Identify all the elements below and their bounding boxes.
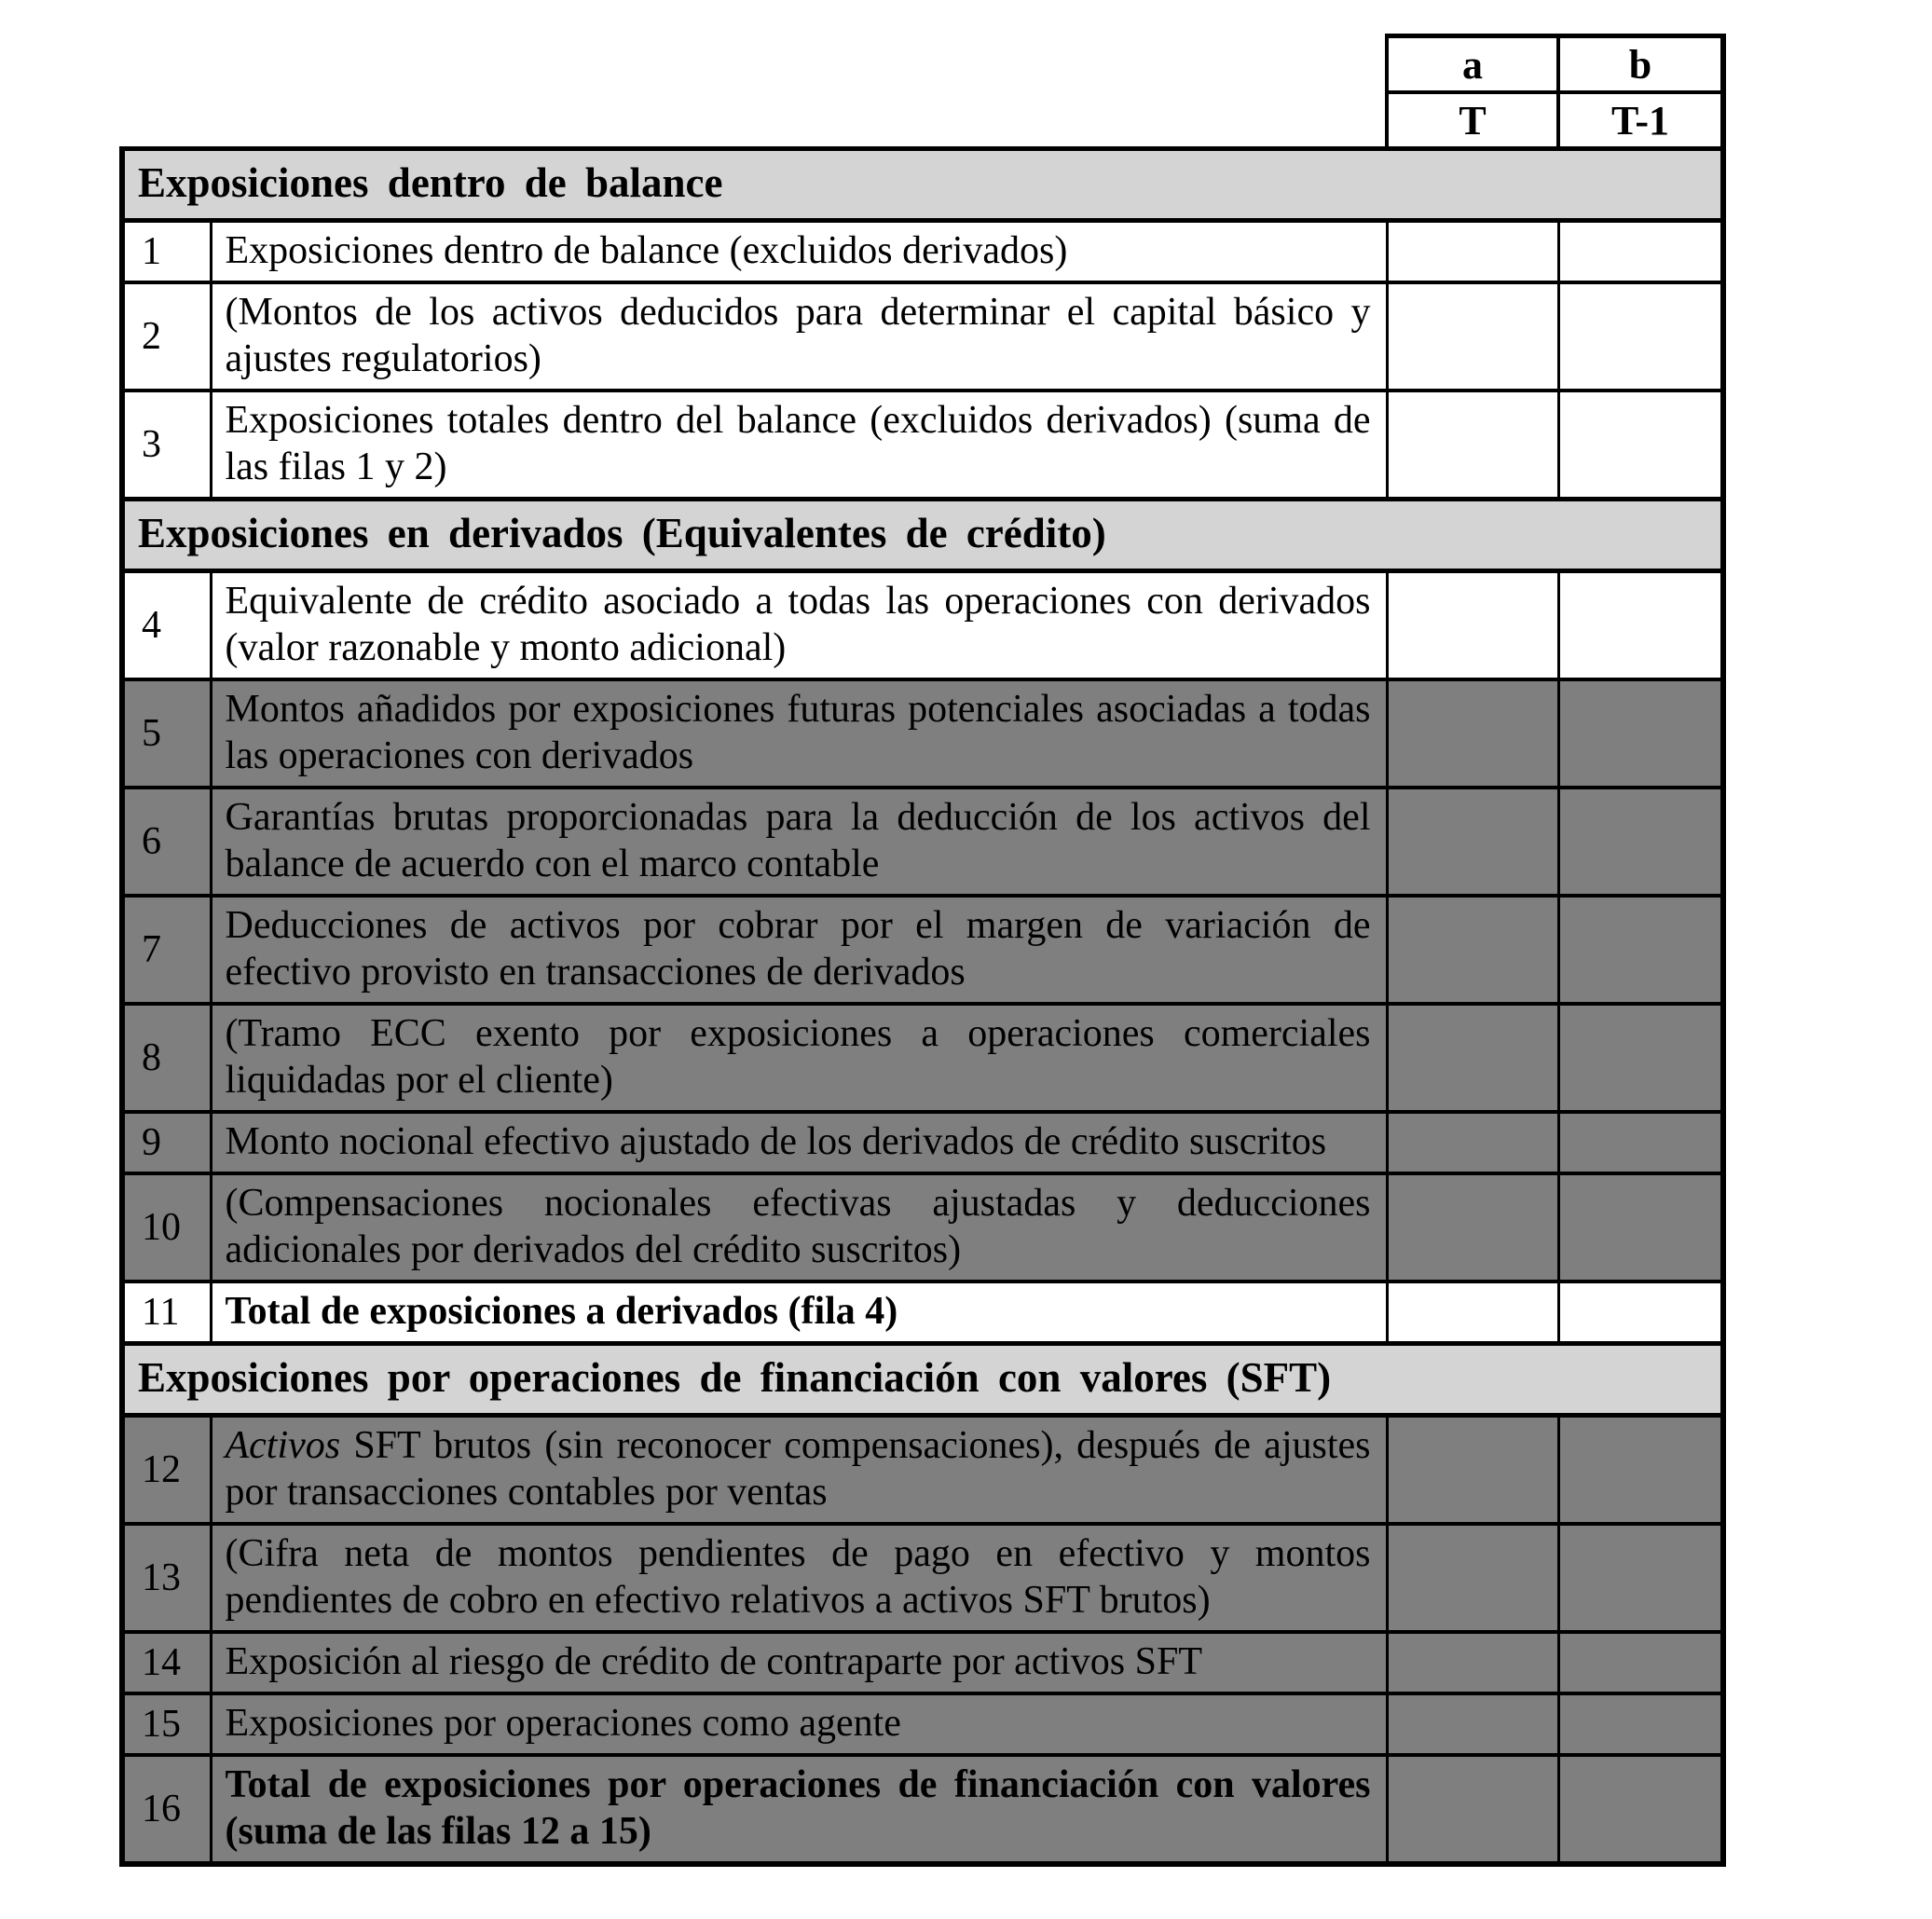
value-cell-t-1 — [1558, 282, 1723, 391]
value-cell-t-1 — [1558, 1693, 1723, 1755]
column-header-t: T — [1387, 92, 1558, 149]
table-row — [122, 1416, 1723, 1525]
section-title: Exposiciones en derivados (Equivalentes de crédito) — [122, 500, 1723, 571]
value-cell-t-1 — [1558, 1173, 1723, 1282]
value-cell-t — [1387, 1693, 1558, 1755]
row-label: Montos añadidos por exposiciones futuras potenciales asociadas a todas las operaciones con derivados — [211, 679, 1387, 788]
row-number: 2 — [122, 282, 211, 391]
value-cell-t-1 — [1558, 1632, 1723, 1693]
row-label: Exposiciones por operaciones como agente — [211, 1693, 1387, 1755]
table-row — [122, 1632, 1723, 1693]
table-row — [122, 1755, 1723, 1864]
row-label-italic-part: Activos — [225, 1424, 341, 1467]
value-cell-t — [1387, 1524, 1558, 1632]
value-cell-t-1 — [1558, 221, 1723, 283]
table-row — [122, 571, 1723, 680]
row-number: 4 — [122, 571, 211, 680]
row-number: 8 — [122, 1004, 211, 1112]
row-number: 7 — [122, 896, 211, 1004]
value-cell-t — [1387, 1416, 1558, 1525]
table-row — [122, 391, 1723, 500]
value-cell-t — [1387, 679, 1558, 788]
section-title: Exposiciones por operaciones de financiación con valores (SFT) — [122, 1344, 1723, 1416]
section-header-row — [122, 149, 1723, 221]
value-cell-t — [1387, 1004, 1558, 1112]
row-number: 12 — [122, 1416, 211, 1525]
row-number: 9 — [122, 1112, 211, 1173]
row-label: (Compensaciones nocionales efectivas ajustadas y deducciones adicionales por derivados del crédito suscritos) — [211, 1173, 1387, 1282]
leverage-exposures-table — [119, 34, 1726, 1867]
row-number: 6 — [122, 788, 211, 896]
value-cell-t-1 — [1558, 571, 1723, 680]
row-label: (Tramo ECC exento por exposiciones a operaciones comerciales liquidadas por el cliente) — [211, 1004, 1387, 1112]
table-body — [122, 149, 1723, 1865]
value-cell-t — [1387, 282, 1558, 391]
value-cell-t — [1387, 1112, 1558, 1173]
header-row-periods — [122, 92, 1723, 149]
value-cell-t-1 — [1558, 1416, 1723, 1525]
value-cell-t — [1387, 896, 1558, 1004]
value-cell-t-1 — [1558, 1112, 1723, 1173]
value-cell-t-1 — [1558, 896, 1723, 1004]
table-row — [122, 282, 1723, 391]
row-number: 3 — [122, 391, 211, 500]
value-cell-t — [1387, 788, 1558, 896]
row-label: Deducciones de activos por cobrar por el margen de variación de efectivo provisto en transacciones de derivados — [211, 896, 1387, 1004]
row-number: 15 — [122, 1693, 211, 1755]
value-cell-t — [1387, 1173, 1558, 1282]
row-label: Equivalente de crédito asociado a todas las operaciones con derivados (valor razonable y monto adicional) — [211, 571, 1387, 680]
value-cell-t — [1387, 1632, 1558, 1693]
table-row — [122, 1524, 1723, 1632]
table-row — [122, 221, 1723, 283]
row-label: Garantías brutas proporcionadas para la deducción de los activos del balance de acuerdo con el marco contable — [211, 788, 1387, 896]
value-cell-t — [1387, 1755, 1558, 1864]
table-row — [122, 1693, 1723, 1755]
row-label: (Montos de los activos deducidos para determinar el capital básico y ajustes regulatorios) — [211, 282, 1387, 391]
value-cell-t — [1387, 571, 1558, 680]
value-cell-t — [1387, 221, 1558, 283]
row-label: Exposición al riesgo de crédito de contraparte por activos SFT — [211, 1632, 1387, 1693]
value-cell-t-1 — [1558, 391, 1723, 500]
column-header-b: b — [1558, 36, 1723, 93]
section-header-row — [122, 500, 1723, 571]
row-number: 11 — [122, 1282, 211, 1344]
row-label: Monto nocional efectivo ajustado de los derivados de crédito suscritos — [211, 1112, 1387, 1173]
value-cell-t — [1387, 1282, 1558, 1344]
table-row — [122, 896, 1723, 1004]
column-header-a: a — [1387, 36, 1558, 93]
value-cell-t-1 — [1558, 679, 1723, 788]
value-cell-t-1 — [1558, 1004, 1723, 1112]
row-number: 14 — [122, 1632, 211, 1693]
header-row-letters — [122, 36, 1723, 93]
row-label: Exposiciones dentro de balance (excluidos derivados) — [211, 221, 1387, 283]
value-cell-t-1 — [1558, 1282, 1723, 1344]
value-cell-t-1 — [1558, 788, 1723, 896]
table-row — [122, 1004, 1723, 1112]
table-row — [122, 788, 1723, 896]
value-cell-t — [1387, 391, 1558, 500]
row-label: Total de exposiciones por operaciones de financiación con valores (suma de las filas 12 a 15) — [211, 1755, 1387, 1864]
column-header-t-1: T-1 — [1558, 92, 1723, 149]
row-label: (Cifra neta de montos pendientes de pago en efectivo y montos pendientes de cobro en efectivo relativos a activos SFT brutos) — [211, 1524, 1387, 1632]
value-cell-t-1 — [1558, 1524, 1723, 1632]
table-row — [122, 1173, 1723, 1282]
row-number: 10 — [122, 1173, 211, 1282]
row-label: Activos SFT brutos (sin reconocer compensaciones), después de ajustes por transacciones contables por ventas — [211, 1416, 1387, 1525]
table-row — [122, 1282, 1723, 1344]
section-header-row — [122, 1344, 1723, 1416]
table-header — [122, 36, 1723, 149]
section-title: Exposiciones dentro de balance — [122, 149, 1723, 221]
row-number: 5 — [122, 679, 211, 788]
header-spacer — [122, 92, 1387, 149]
table-row — [122, 1112, 1723, 1173]
table-row — [122, 679, 1723, 788]
row-number: 16 — [122, 1755, 211, 1864]
row-label: Total de exposiciones a derivados (fila 4) — [211, 1282, 1387, 1344]
row-label: Exposiciones totales dentro del balance (excluidos derivados) (suma de las filas 1 y 2) — [211, 391, 1387, 500]
row-number: 1 — [122, 221, 211, 283]
header-spacer — [122, 36, 1387, 93]
value-cell-t-1 — [1558, 1755, 1723, 1864]
row-number: 13 — [122, 1524, 211, 1632]
